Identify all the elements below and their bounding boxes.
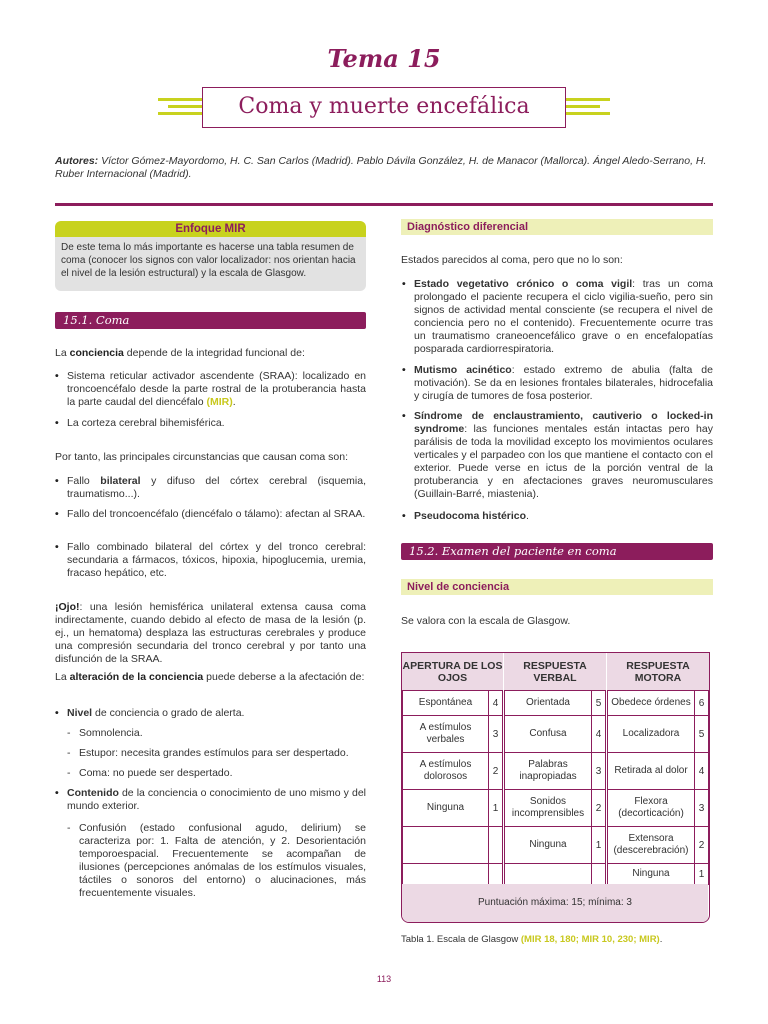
bold-term: Nivel bbox=[67, 707, 93, 719]
title-deco-left-2 bbox=[168, 105, 202, 108]
caption-end: . bbox=[659, 934, 663, 945]
authors-label: Autores: bbox=[55, 155, 99, 167]
section-15-2-heading: 15.2. Examen del paciente en coma bbox=[401, 543, 713, 560]
bold-term: Contenido bbox=[67, 787, 119, 799]
glasgow-intro: Se valora con la escala de Glasgow. bbox=[401, 615, 571, 627]
bullet-estado-vegetativo bbox=[414, 278, 713, 356]
bullet-mutismo bbox=[414, 364, 713, 403]
bullet-locked-in bbox=[414, 410, 713, 501]
bold-term: Mutismo acinético bbox=[414, 364, 512, 376]
bold-term: conciencia bbox=[69, 347, 124, 359]
text-run: puede deberse a la afectación de: bbox=[203, 671, 365, 683]
text-run: de conciencia o grado de alerta. bbox=[92, 707, 245, 719]
verbal-score: 2 bbox=[591, 789, 606, 827]
bold-term: alteración de la conciencia bbox=[69, 671, 204, 683]
text-run: La bbox=[55, 671, 70, 683]
title-deco-right-1 bbox=[566, 98, 610, 101]
glasgow-table bbox=[401, 652, 710, 923]
ojos-cell: Ninguna bbox=[402, 789, 489, 827]
ojo-paragraph bbox=[55, 601, 366, 666]
text-run: . bbox=[526, 510, 529, 522]
caption-text: Tabla 1. Escala de Glasgow bbox=[401, 934, 521, 945]
ojos-score: 2 bbox=[488, 752, 503, 790]
bold-term: Estado vegetativo crónico o coma vigil bbox=[414, 278, 633, 290]
chapter-number: Tema 15 bbox=[327, 44, 441, 73]
ojos-cell: A estímulos verbales bbox=[402, 715, 489, 753]
enfoque-mir-title: Enfoque MIR bbox=[55, 221, 366, 237]
empty-cell bbox=[488, 863, 503, 885]
header-apertura-ojos: APERTURA DE LOS OJOS bbox=[402, 653, 503, 690]
text-run: : las funciones mentales están intactas pero hay parálisis de toda la movilidad excepto los movimientos oculares verticales y el parpadeo con los que mantiene el contacto con el exterior. Puede verse en ictus de la porción ventral de la protuberancia y en afectaciones graves neuromusculares (Guillain-Barré, miastenia). bbox=[414, 423, 713, 500]
empty-cell bbox=[504, 863, 592, 885]
authors-text: Víctor Gómez-Mayordomo, H. C. San Carlos (Madrid). Pablo Dávila González, H. de Manacor (Mallorca). Ángel Aledo-Serrano, H. Ruber Internacional (Madrid). bbox=[55, 155, 707, 180]
ojos-cell: Espontánea bbox=[402, 690, 489, 716]
text-run: y difuso del córtex cerebral (isquemia, traumatismo...). bbox=[67, 475, 366, 500]
title-deco-left-1 bbox=[158, 98, 202, 101]
verbal-cell: Sonidos incomprensibles bbox=[504, 789, 592, 827]
empty-cell bbox=[591, 863, 606, 885]
nivel-conciencia-heading: Nivel de conciencia bbox=[401, 579, 713, 595]
causas-intro: Por tanto, las principales circunstancias que causan coma son: bbox=[55, 451, 348, 463]
ojos-cell: A estímulos dolorosos bbox=[402, 752, 489, 790]
motora-cell: Ninguna bbox=[607, 863, 695, 885]
motora-score: 2 bbox=[694, 826, 709, 864]
text-run: : estado extremo de abulia (falta de motivación). Se da en lesiones frontales bilaterales, hidrocefalia y cirugía de tumores de fosa posterior. bbox=[414, 364, 713, 402]
motora-score: 4 bbox=[694, 752, 709, 790]
ojos-score: 3 bbox=[488, 715, 503, 753]
dash-estupor: - Estupor: necesita grandes estímulos para ser despertado. bbox=[79, 747, 366, 760]
bullet-nivel bbox=[67, 707, 366, 720]
bullet-fallo-tronco: • Fallo del troncoencéfalo (diencéfalo o tálamo): afectan al SRAA. bbox=[67, 508, 366, 521]
verbal-score: 4 bbox=[591, 715, 606, 753]
authors bbox=[55, 155, 715, 181]
motora-score: 5 bbox=[694, 715, 709, 753]
bold-term: ¡Ojo! bbox=[55, 601, 80, 613]
motora-cell: Localizadora bbox=[607, 715, 695, 753]
dash-confusion: - Confusión (estado confusional agudo, delirium) se caracteriza por: 1. Falta de atención, y 2. Desorientación temporoespacial. Frecuentemente se acompañan de ilusiones (percepciones anómalas de los estímulos visuales, táctiles o sonoros del entorno) o alucinaciones, más frecuentemente visuales. bbox=[79, 822, 366, 900]
verbal-cell: Palabras inapropiadas bbox=[504, 752, 592, 790]
verbal-cell: Confusa bbox=[504, 715, 592, 753]
title-deco-right-2 bbox=[566, 105, 600, 108]
empty-cell bbox=[402, 826, 489, 864]
title-deco-left-3 bbox=[158, 112, 202, 115]
motora-score: 1 bbox=[694, 863, 709, 885]
table-caption bbox=[401, 934, 662, 945]
bullet-contenido bbox=[67, 787, 366, 813]
text-run: Fallo bbox=[67, 475, 101, 487]
motora-cell: Retirada al dolor bbox=[607, 752, 695, 790]
bold-term: Síndrome de enclaustramiento, cautiverio o locked-in syndrome bbox=[414, 410, 713, 435]
dash-somnolencia: - Somnolencia. bbox=[79, 727, 366, 740]
alteracion-paragraph bbox=[55, 671, 366, 684]
mir-reference: (MIR) bbox=[206, 396, 233, 408]
bullet-fallo-bilateral bbox=[67, 475, 366, 501]
motora-cell: Extensora (descerebración) bbox=[607, 826, 695, 864]
empty-cell bbox=[488, 826, 503, 864]
header-respuesta-motora: RESPUESTA MOTORA bbox=[607, 653, 709, 690]
verbal-score: 3 bbox=[591, 752, 606, 790]
ojos-score: 1 bbox=[488, 789, 503, 827]
text-run: Sistema reticular activador ascendente (SRAA): localizado en troncoencéfalo desde la parte rostral de la protuberancia hasta la parte caudal del diencéfalo bbox=[67, 370, 366, 408]
text-run: : una lesión hemisférica unilateral extensa causa coma indirectamente, cuando debido al efecto de masa de la lesión (p. ej., un hematoma) desplaza las estructuras cerebrales y produce una compresión secundaria del tronco cerebral y por tanto una disfunción de la SRAA. bbox=[55, 601, 366, 665]
text-run: La bbox=[55, 347, 70, 359]
ojos-score: 4 bbox=[488, 690, 503, 716]
empty-cell bbox=[402, 863, 489, 885]
verbal-cell: Ninguna bbox=[504, 826, 592, 864]
glasgow-score-range: Puntuación máxima: 15; mínima: 3 bbox=[402, 884, 708, 922]
text-run: depende de la integridad funcional de: bbox=[123, 347, 305, 359]
motora-cell: Obedece órdenes bbox=[607, 690, 695, 716]
page-number: 113 bbox=[376, 974, 392, 984]
bold-term: Pseudocoma histérico bbox=[414, 510, 527, 522]
conciencia-paragraph bbox=[55, 347, 366, 360]
verbal-cell: Orientada bbox=[504, 690, 592, 716]
motora-score: 3 bbox=[694, 789, 709, 827]
bullet-corteza: • La corteza cerebral bihemisférica. bbox=[67, 417, 366, 430]
header-respuesta-verbal: RESPUESTA VERBAL bbox=[504, 653, 606, 690]
verbal-score: 5 bbox=[591, 690, 606, 716]
dx-intro: Estados parecidos al coma, pero que no lo son: bbox=[401, 254, 623, 266]
bold-term: bilateral bbox=[100, 475, 141, 487]
verbal-score: 1 bbox=[591, 826, 606, 864]
dash-coma: - Coma: no puede ser despertado. bbox=[79, 767, 366, 780]
bullet-fallo-combinado: • Fallo combinado bilateral del córtex y del tronco cerebral: secundaria a fármacos, tóxicos, hipoxia, hipoglucemia, uremia, fracaso hepático, etc. bbox=[67, 541, 366, 580]
chapter-title: Coma y muerte encefálica bbox=[202, 87, 566, 128]
motora-cell: Flexora (decorticación) bbox=[607, 789, 695, 827]
title-deco-right-3 bbox=[566, 112, 610, 115]
text-run: : tras un coma prolongado el paciente recupera el ciclo vigilia-sueño, pero sin signos de actividad mental consciente (se recupera el nivel de conciencia pero no el contenido). Frecuentemente ocurre tras un traumatismo craneoencefálico grave o en encefalopatías posparada cardiorrespiratoria. bbox=[414, 278, 713, 355]
text-run: de la conciencia o conocimiento de uno mismo y del mundo exterior. bbox=[67, 787, 366, 812]
bullet-pseudocoma bbox=[414, 510, 713, 523]
motora-score: 6 bbox=[694, 690, 709, 716]
header-rule bbox=[55, 203, 713, 206]
diagnostico-diferencial-heading: Diagnóstico diferencial bbox=[401, 219, 713, 235]
mir-reference: (MIR 18, 180; MIR 10, 230; MIR) bbox=[520, 934, 660, 945]
enfoque-mir-body: De este tema lo más importante es hacerse una tabla resumen de coma (conocer los signos con valor localizador: nos orientan hacia el nivel de la lesión estructural) y la escala de Glasgow. bbox=[55, 237, 366, 291]
section-15-1-heading: 15.1. Coma bbox=[55, 312, 366, 329]
text-run: . bbox=[232, 396, 236, 408]
bullet-sraa bbox=[67, 370, 366, 409]
